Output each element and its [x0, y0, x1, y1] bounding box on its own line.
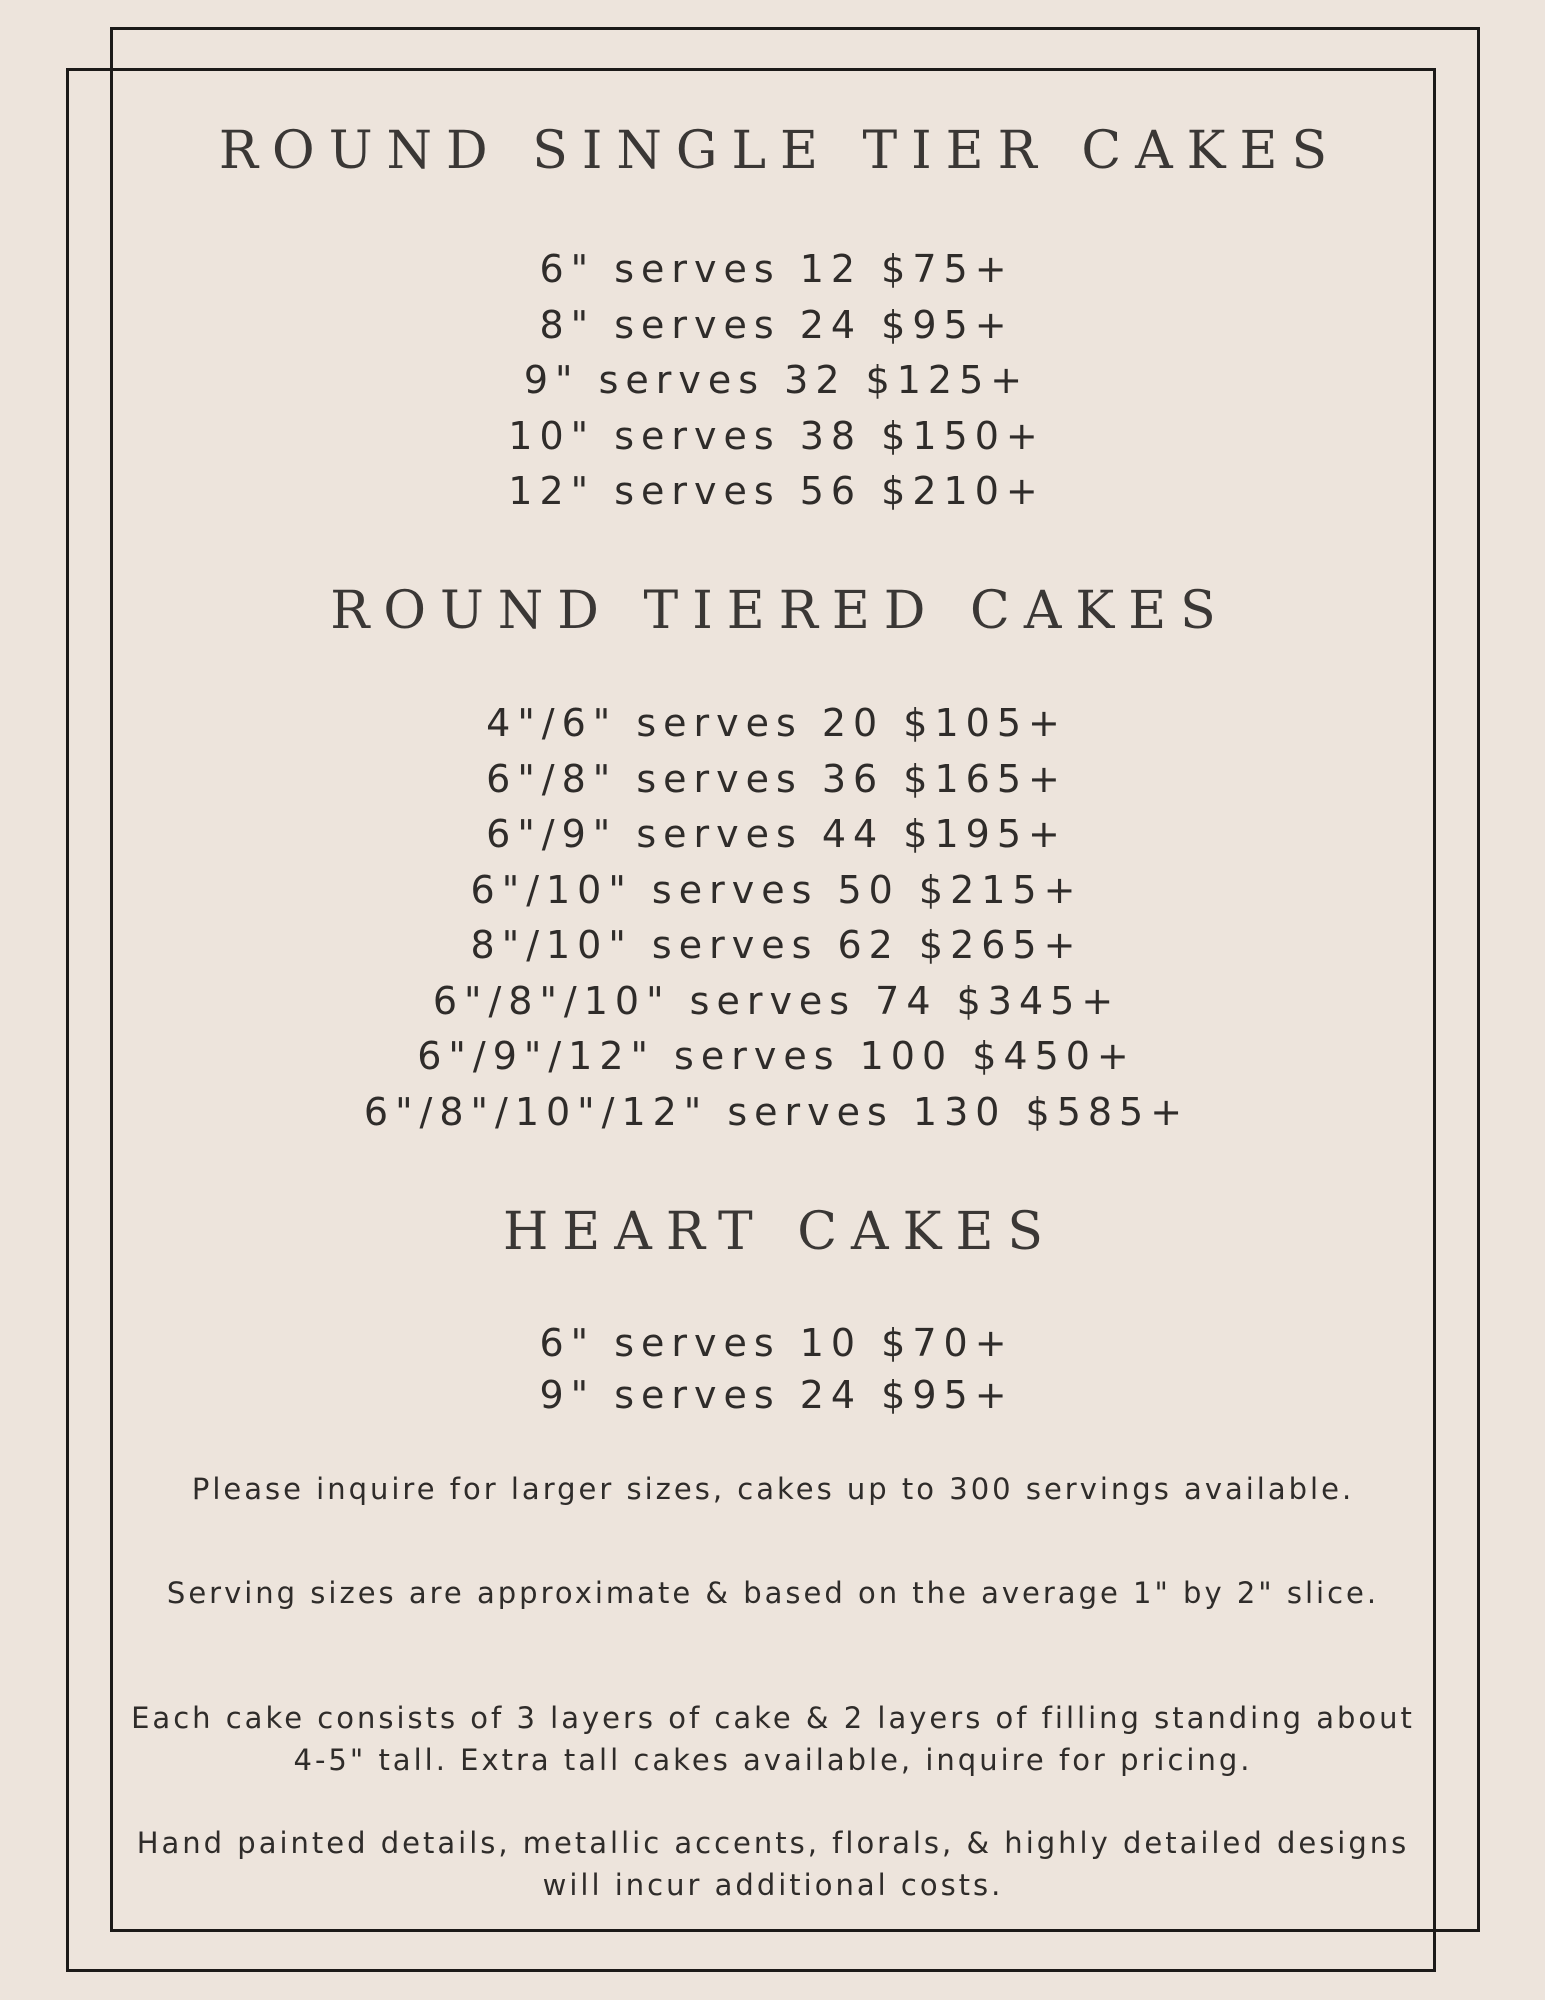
- note-larger-sizes: Please inquire for larger sizes, cakes up to 300 servings available.: [191, 1472, 1355, 1506]
- price-item: 6"/9"/12" serves 100 $450+: [417, 1034, 1136, 1078]
- section-title-round-tiered: ROUND TIERED CAKES: [330, 581, 1230, 641]
- price-item: 6"/9" serves 44 $195+: [486, 812, 1067, 856]
- price-item: 9" serves 32 $125+: [523, 358, 1030, 402]
- price-item: 6"/10" serves 50 $215+: [470, 867, 1083, 912]
- price-item: 8"/10" serves 62 $265+: [470, 923, 1083, 967]
- price-sheet: [110, 68, 1436, 1932]
- price-item: 8" serves 24 $95+: [539, 302, 1014, 347]
- note-serving-sizes: Serving sizes are approximate & based on the average 1" by 2" slice.: [166, 1576, 1380, 1610]
- price-item: 6"/8"/10" serves 74 $345+: [432, 978, 1121, 1023]
- note-cake-layers: Each cake consists of 3 layers of cake & 2 layers of filling standing about 4-5" tall. Extra tall cakes available, inquire for pricing.: [131, 1701, 1415, 1777]
- section-title-heart: HEART CAKES: [502, 1202, 1058, 1262]
- price-list-round-tiered: [110, 696, 1436, 1140]
- note-additional-costs: Hand painted details, metallic accents, florals, & highly detailed designs will incur additional costs.: [136, 1826, 1410, 1902]
- price-list-heart: [110, 1317, 1436, 1421]
- price-item: 4"/6" serves 20 $105+: [486, 701, 1067, 745]
- price-item: 6" serves 10 $70+: [539, 1321, 1014, 1365]
- price-item: 10" serves 38 $150+: [508, 413, 1045, 458]
- price-item: 6"/8" serves 36 $165+: [486, 756, 1067, 801]
- price-list-round-single-tier: [110, 242, 1436, 520]
- price-item: 6" serves 12 $75+: [539, 247, 1014, 291]
- price-item: 6"/8"/10"/12" serves 130 $585+: [363, 1089, 1190, 1134]
- price-item: 9" serves 24 $95+: [539, 1373, 1014, 1417]
- price-item: 12" serves 56 $210+: [508, 469, 1045, 513]
- section-title-round-single-tier: ROUND SINGLE TIER CAKES: [218, 121, 1342, 181]
